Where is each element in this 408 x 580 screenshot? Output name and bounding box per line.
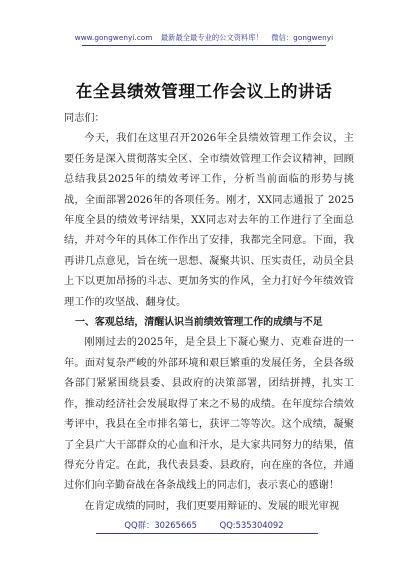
header-divider <box>82 45 326 46</box>
page-title: 在全县绩效管理工作会议上的讲话 <box>75 82 333 101</box>
footer-qq: QQ:535304092 <box>219 520 284 530</box>
body-paragraph: 刚刚过去的2025年，是全县上下凝心聚力、克难奋进的一年。面对复杂严峻的外部环境和艰巨繁重的发展任务，全县各级各部门紧紧围绕县委、县政府的决策部署，团结拼搏，扎实工作，推动经济社会发展取得了来之不易的成绩。在年度综合绩效考评中，我县在全市排名第七，获评二等等次。这个成绩，凝聚了全县广大干部群众的心血和汗水，是大家共同努力的结果，值得充分肯定。在此，我代表县委、县政府，向在座的各位，并通过你们向辛勤奋战在各条战线上的同志们，表示衷心的感谢！ <box>64 337 354 492</box>
header-wechat: 微信：gongwenyi <box>271 33 334 42</box>
body-paragraph: 今天，我们在这里召开2026年全县绩效管理工作会议，主要任务是深入贯彻落实全区、全市绩效管理工作会议精神，回顾总结我县2025年的绩效考评工作，分析当前面临的形势与挑战，全面部署2026年的各项任务。刚才，XX同志通报了 2025年度全县的绩效考评结果，XX同志对去年的工作进行了全面总结，并对今年的具体工作作出了安排，我都完全同意。下面，我再讲几点意见，旨在统一思想、凝聚共识、压实责任，动员全县上下以更加昂扬的斗志、更加务实的作风，全力打好今年绩效管理工作的攻坚战、翻身仗。 <box>64 133 354 308</box>
footer-banner <box>0 519 408 531</box>
footer-qq-group: QQ群：30265665 <box>124 520 197 530</box>
body-paragraph: 在肯定成绩的同时，我们更要用辩证的、发展的眼光审视 <box>84 500 340 512</box>
header-slogan: 最新最全最专业的公文资料库！ <box>160 33 263 42</box>
header-banner <box>0 33 408 43</box>
salutation: 同志们： <box>64 113 105 124</box>
section-heading: 一、客观总结，清醒认识当前绩效管理工作的成绩与不足 <box>75 317 323 329</box>
footer-divider <box>96 533 318 534</box>
document-body <box>64 109 354 517</box>
header-website-link[interactable]: www.gongwenyi.com <box>74 33 153 42</box>
